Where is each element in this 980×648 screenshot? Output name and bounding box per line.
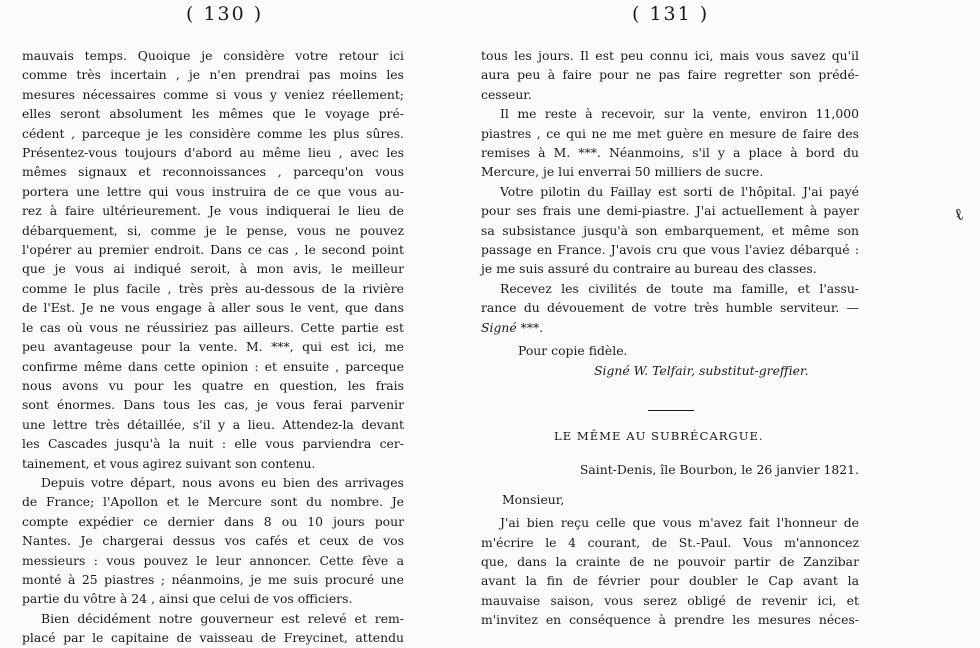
- right-page-text: [481, 46, 859, 630]
- text-line: rance du dévouement de votre très humble serviteur. —: [481, 300, 859, 316]
- text-line: Signé ***.: [481, 319, 544, 335]
- text-line: confirme même dans cette opinion : et ensuite , parceque: [22, 358, 404, 374]
- text-line: une lettre très détaillée, s'il y a lieu. Attendez-la devant: [22, 416, 404, 432]
- text-line: sont énormes. Dans tous les cas, je vous ferai parvenir: [22, 397, 404, 413]
- text-line: elles seront absolument les mêmes que le voyage pré-: [22, 106, 404, 122]
- text-line: Nantes. Je chargerai dessus vos cafés et ceux de vos: [22, 533, 404, 549]
- text-line: le cas où vous ne réussiriez pas ailleurs. Cette partie est: [22, 319, 404, 335]
- text-line: cesseur.: [481, 86, 532, 102]
- text-line: partie du vôtre à 24 , ainsi que celui de vos officiers.: [22, 591, 353, 607]
- text-line: cédent , parceque je les considère comme les plus sûres.: [22, 125, 404, 141]
- text-line: portera une lettre qui vous instruira de ce que vous au-: [22, 183, 404, 199]
- text-line: Bien décidément notre gouverneur est relevé et rem-: [41, 610, 404, 626]
- text-line: que, dans la crainte de ne pouvoir partir de Zanzibar: [481, 553, 859, 569]
- place-date: Saint-Denis, île Bourbon, le 26 janvier 1821.: [579, 462, 859, 478]
- text-line: mauvais temps. Quoique je considère votre retour ici: [22, 48, 404, 63]
- text-line: piastres , ce qui ne me met guère en mesure de faire des: [481, 125, 859, 141]
- letter-heading: LE MÊME AU SUBRÉCARGUE.: [554, 428, 764, 443]
- text-line: passage en France. J'avois cru que vous l'aviez débarqué :: [481, 242, 859, 258]
- edge-mark: ℓ: [951, 204, 967, 226]
- text-line: monté à 25 piastres ; néanmoins, je me suis procuré une: [22, 571, 404, 587]
- left-page-text: [22, 46, 404, 648]
- text-line: Mercure, je lui enverrai 50 milliers de sucre.: [481, 164, 764, 180]
- text-line: avant la fin de février pour doubler le Cap avant la: [481, 573, 859, 589]
- text-line: de France; l'Apollon et le Mercure sont du nombre. Je: [22, 494, 404, 510]
- text-line: nous avons vu pour les quatre en question, les frais: [22, 377, 404, 393]
- text-line: comme très incertain , je n'en prendrai pas moins les: [22, 67, 404, 83]
- text-line: tous les jours. Il est peu connu ici, mais vous savez qu'il: [481, 48, 859, 63]
- section-divider: [648, 410, 694, 411]
- text-line: mauvaise saison, vous serez obligé de revenir ici, et: [481, 592, 859, 608]
- text-line: les Cascades jusqu'à la nuit : elle vous parviendra cer-: [22, 436, 404, 452]
- text-line: m'écrire le 4 courant, de St.-Paul. Vous m'annoncez: [481, 534, 859, 550]
- text-line: messieurs : vous pouvez le leur annoncer. Cette fève a: [22, 552, 404, 568]
- text-line: sa subsistance jusqu'à son embarquement, et même son: [481, 222, 859, 238]
- text-line: que je vous ai indiqué seroit, à mon avis, le meilleur: [22, 261, 404, 277]
- text-line: placé par le capitaine de vaisseau de Freycinet, attendu: [22, 630, 404, 646]
- text-line: Depuis votre départ, nous avons eu bien des arrivages: [41, 474, 404, 490]
- copy-line: Pour copie fidèle.: [518, 343, 628, 359]
- page-number-right: ( 131 ): [632, 3, 710, 25]
- text-line: J'ai bien reçu celle que vous m'avez fait l'honneur de: [500, 515, 859, 531]
- signature: Signé W. Telfair, substitut-greffier.: [594, 362, 809, 378]
- text-line: compte expédier ce dernier dans 8 ou 10 jours pour: [22, 513, 404, 529]
- text-line: peu avantageuse pour la vente. M. ***, qui est ici, me: [22, 339, 404, 355]
- text-line: remises à M. ***. Néanmoins, s'il y a place à bord du: [481, 145, 859, 161]
- text-line: l'opérer au premier endroit. Dans ce cas , le second point: [22, 242, 404, 258]
- text-line: m'invitez en conséquence à prendre les mesures néces-: [481, 612, 859, 628]
- text-line: de l'Est. Je ne vous engage à aller sous le vent, que dans: [22, 300, 404, 316]
- text-line: je me suis assuré du contraire au bureau des classes.: [481, 261, 817, 277]
- text-line: Votre pilotin du Faillay est sorti de l'hôpital. J'ai payé: [500, 183, 859, 199]
- text-line: rez à faire ultérieurement. Je vous indiquerai le lieu de: [22, 203, 404, 219]
- text-line: pour ses frais une demi-piastre. J'ai actuellement à payer: [481, 203, 859, 219]
- text-line: Présentez-vous toujours d'abord au même lieu , avec les: [22, 145, 404, 161]
- text-line: débarquement, si, comme je le pense, vous ne pouvez: [22, 222, 404, 238]
- text-line: mesures nécessaires comme si vous y veniez réellement;: [22, 86, 404, 102]
- text-line: mêmes signaux et reconnoissances , parcequ'on vous: [22, 164, 404, 180]
- page-number-left: ( 130 ): [186, 3, 264, 25]
- text-line: Il me reste à recevoir, sur la vente, environ 11,000: [500, 106, 859, 122]
- salutation: Monsieur,: [502, 491, 565, 507]
- text-line: aura peu à faire pour ne pas faire regretter son prédé-: [481, 67, 859, 83]
- text-line: tainement, et vous agirez suivant son contenu.: [22, 455, 316, 471]
- text-line: comme le plus facile , très près au-dessous de la rivière: [22, 280, 404, 296]
- text-line: Recevez les civilités de toute ma famille, et l'assu-: [500, 280, 859, 296]
